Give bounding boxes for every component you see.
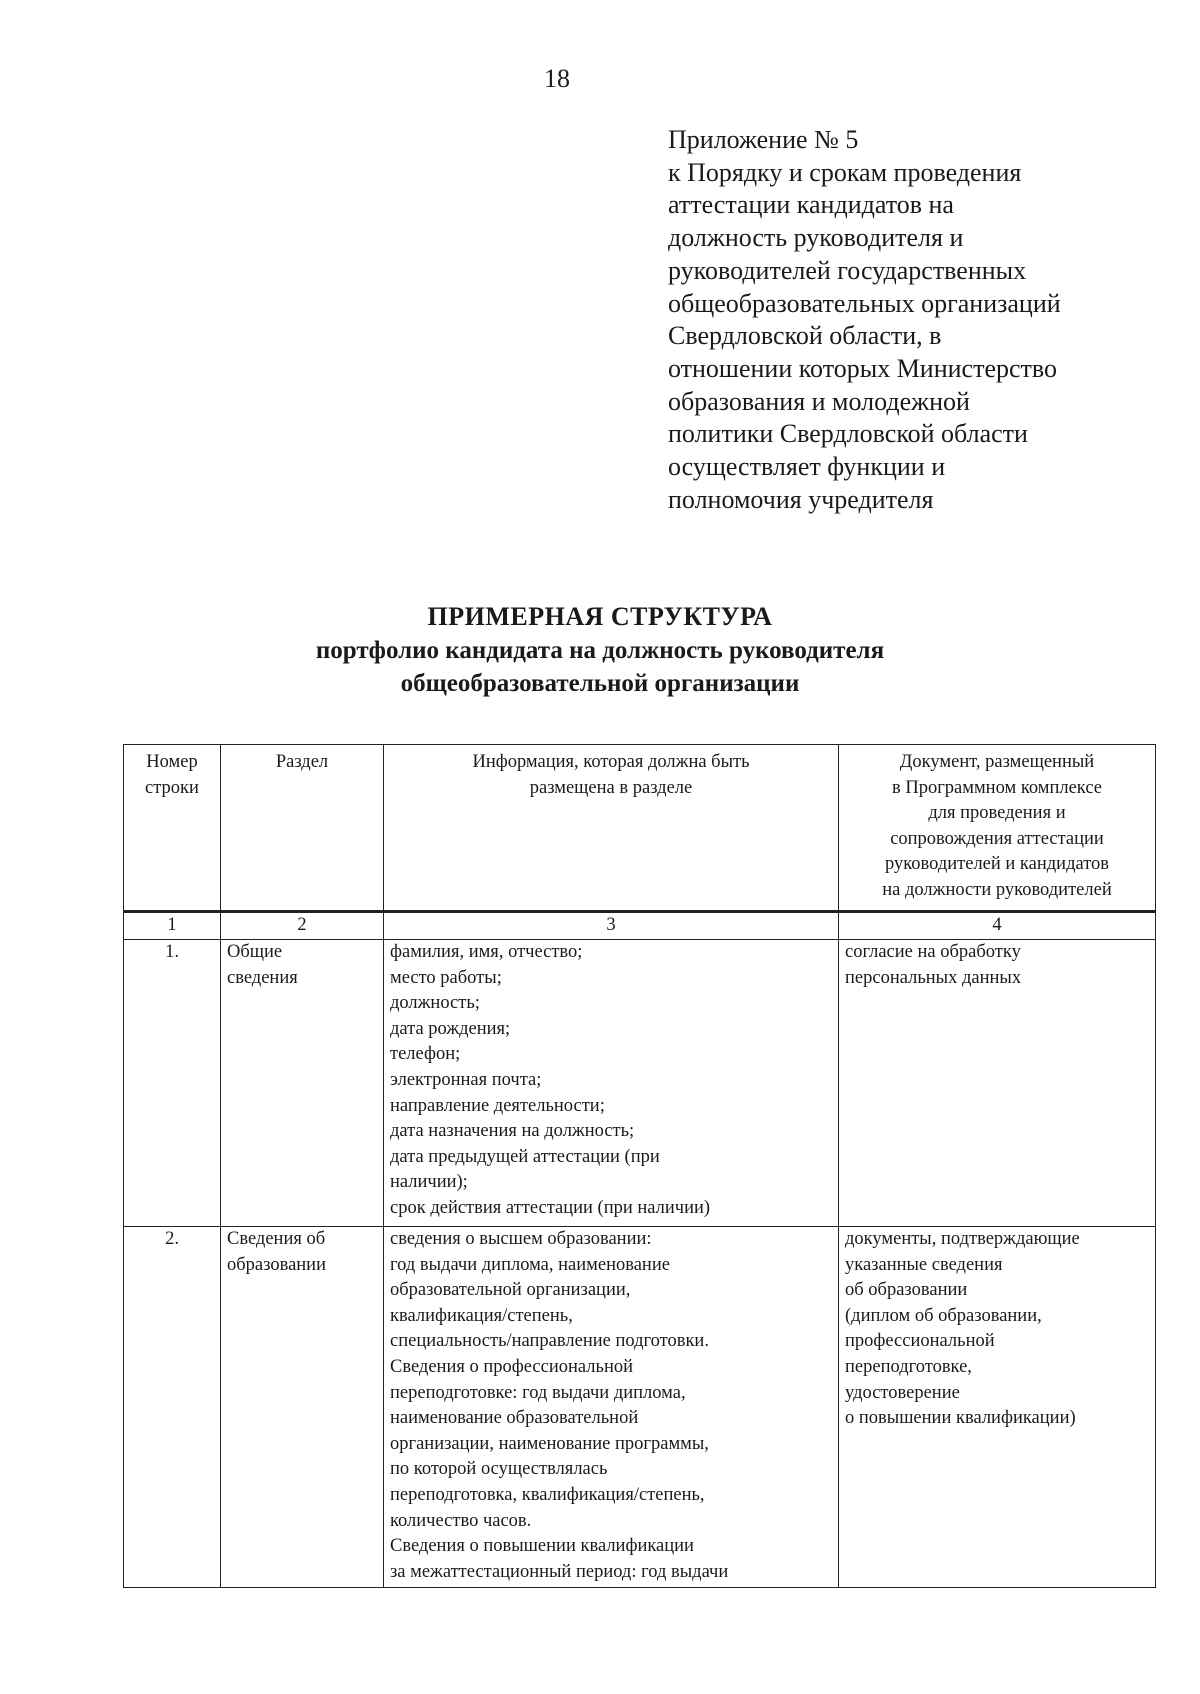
info-line: количество часов. — [390, 1510, 532, 1531]
document-title: ПРИМЕРНАЯ СТРУКТУРА — [427, 602, 773, 631]
appendix-line: образования и молодежной — [668, 386, 970, 416]
info-line: организации, наименование программы, — [390, 1433, 709, 1454]
header-text: Информация, которая должна быть — [472, 752, 750, 772]
info-line: направление деятельности; — [390, 1095, 605, 1116]
section-text: сведения — [227, 967, 298, 988]
appendix-line: осуществляет функции и — [668, 452, 946, 482]
info-line: электронная почта; — [390, 1069, 542, 1090]
header-document — [839, 745, 1156, 912]
info-line: дата предыдущей аттестации (при — [390, 1146, 660, 1167]
info-line: фамилия, имя, отчество; — [390, 942, 583, 962]
row-number: 2. — [124, 1227, 221, 1588]
row-information — [384, 1227, 839, 1588]
table-row — [124, 940, 1156, 1227]
column-number: 3 — [384, 912, 839, 940]
header-text: Номер — [146, 752, 198, 772]
appendix-block — [668, 124, 1168, 516]
doc-line: о повышении квалификации) — [845, 1408, 1076, 1429]
header-text: Раздел — [275, 752, 329, 772]
doc-line: удостоверение — [845, 1382, 960, 1403]
info-line: дата рождения; — [390, 1018, 511, 1039]
header-text: руководителей и кандидатов — [884, 854, 1110, 875]
table-row — [124, 1227, 1156, 1588]
appendix-line: Свердловской области, в — [668, 321, 942, 351]
document-subtitle-line: портфолио кандидата на должность руководителя — [315, 637, 885, 664]
appendix-line: Приложение № 5 — [668, 125, 859, 154]
doc-line: профессиональной — [845, 1331, 995, 1352]
document-subtitle-line: общеобразовательной организации — [400, 670, 800, 697]
header-text: Документ, размещенный — [899, 752, 1095, 772]
info-line: за межаттестационный период: год выдачи — [390, 1561, 729, 1582]
info-line: Сведения о повышении квалификации — [390, 1536, 694, 1557]
info-line: дата назначения на должность; — [390, 1121, 635, 1142]
page-number: 18 — [544, 64, 570, 93]
info-line: переподготовке: год выдачи диплома, — [390, 1382, 686, 1403]
table-header-row — [124, 745, 1156, 912]
doc-line: (диплом об образовании, — [845, 1305, 1042, 1326]
appendix-line: полномочия учредителя — [668, 484, 934, 514]
header-text: строки — [145, 777, 199, 798]
column-number: 1 — [124, 912, 221, 940]
appendix-line: аттестации кандидатов на — [668, 190, 954, 220]
info-line: специальность/направление подготовки. — [390, 1331, 709, 1352]
doc-line: согласие на обработку — [845, 942, 1021, 962]
column-number: 4 — [839, 912, 1156, 940]
header-row-number — [124, 745, 221, 912]
row-information — [384, 940, 839, 1227]
info-line: срок действия аттестации (при наличии) — [390, 1197, 711, 1218]
doc-line: переподготовке, — [845, 1356, 972, 1377]
row-document — [839, 940, 1156, 1227]
info-line: наименование образовательной — [390, 1408, 639, 1429]
appendix-line: общеобразовательных организаций — [668, 288, 1061, 318]
doc-line: об образовании — [845, 1280, 968, 1301]
info-line: по которой осуществлялась — [390, 1459, 608, 1480]
portfolio-structure-table — [123, 744, 1156, 1588]
section-text: образовании — [227, 1254, 326, 1275]
info-line: переподготовка, квалификация/степень, — [390, 1484, 705, 1505]
appendix-line: руководителей государственных — [668, 255, 1027, 285]
info-line: место работы; — [390, 967, 502, 988]
info-line: образовательной организации, — [390, 1280, 631, 1301]
appendix-line: должность руководителя и — [668, 223, 964, 253]
header-text: размещена в разделе — [529, 777, 693, 798]
info-line: телефон; — [390, 1044, 461, 1065]
header-section — [221, 745, 384, 912]
header-text: в Программном комплексе — [892, 777, 1102, 798]
appendix-line: политики Свердловской области — [668, 419, 1028, 449]
header-text: на должности руководителей — [882, 879, 1112, 900]
doc-line: персональных данных — [845, 967, 1022, 988]
doc-line: документы, подтверждающие — [845, 1229, 1080, 1249]
appendix-line: отношении которых Министерство — [668, 353, 1057, 383]
section-text: Общие — [227, 942, 283, 962]
column-number-row — [124, 912, 1156, 940]
info-line: сведения о высшем образовании: — [390, 1229, 652, 1249]
column-number: 2 — [221, 912, 384, 940]
row-section — [221, 940, 384, 1227]
row-section — [221, 1227, 384, 1588]
section-text: Сведения об — [227, 1229, 326, 1249]
header-text: сопровождения аттестации — [890, 828, 1104, 849]
document-heading — [100, 600, 1100, 700]
row-document — [839, 1227, 1156, 1588]
info-line: Сведения о профессиональной — [390, 1356, 633, 1377]
info-line: квалификация/степень, — [390, 1305, 573, 1326]
info-line: год выдачи диплома, наименование — [390, 1254, 670, 1275]
info-line: наличии); — [390, 1172, 468, 1193]
info-line: должность; — [390, 993, 480, 1014]
row-number: 1. — [124, 940, 221, 1227]
header-text: для проведения и — [928, 803, 1066, 824]
appendix-line: к Порядку и срокам проведения — [668, 157, 1022, 187]
header-information — [384, 745, 839, 912]
doc-line: указанные сведения — [845, 1254, 1003, 1275]
